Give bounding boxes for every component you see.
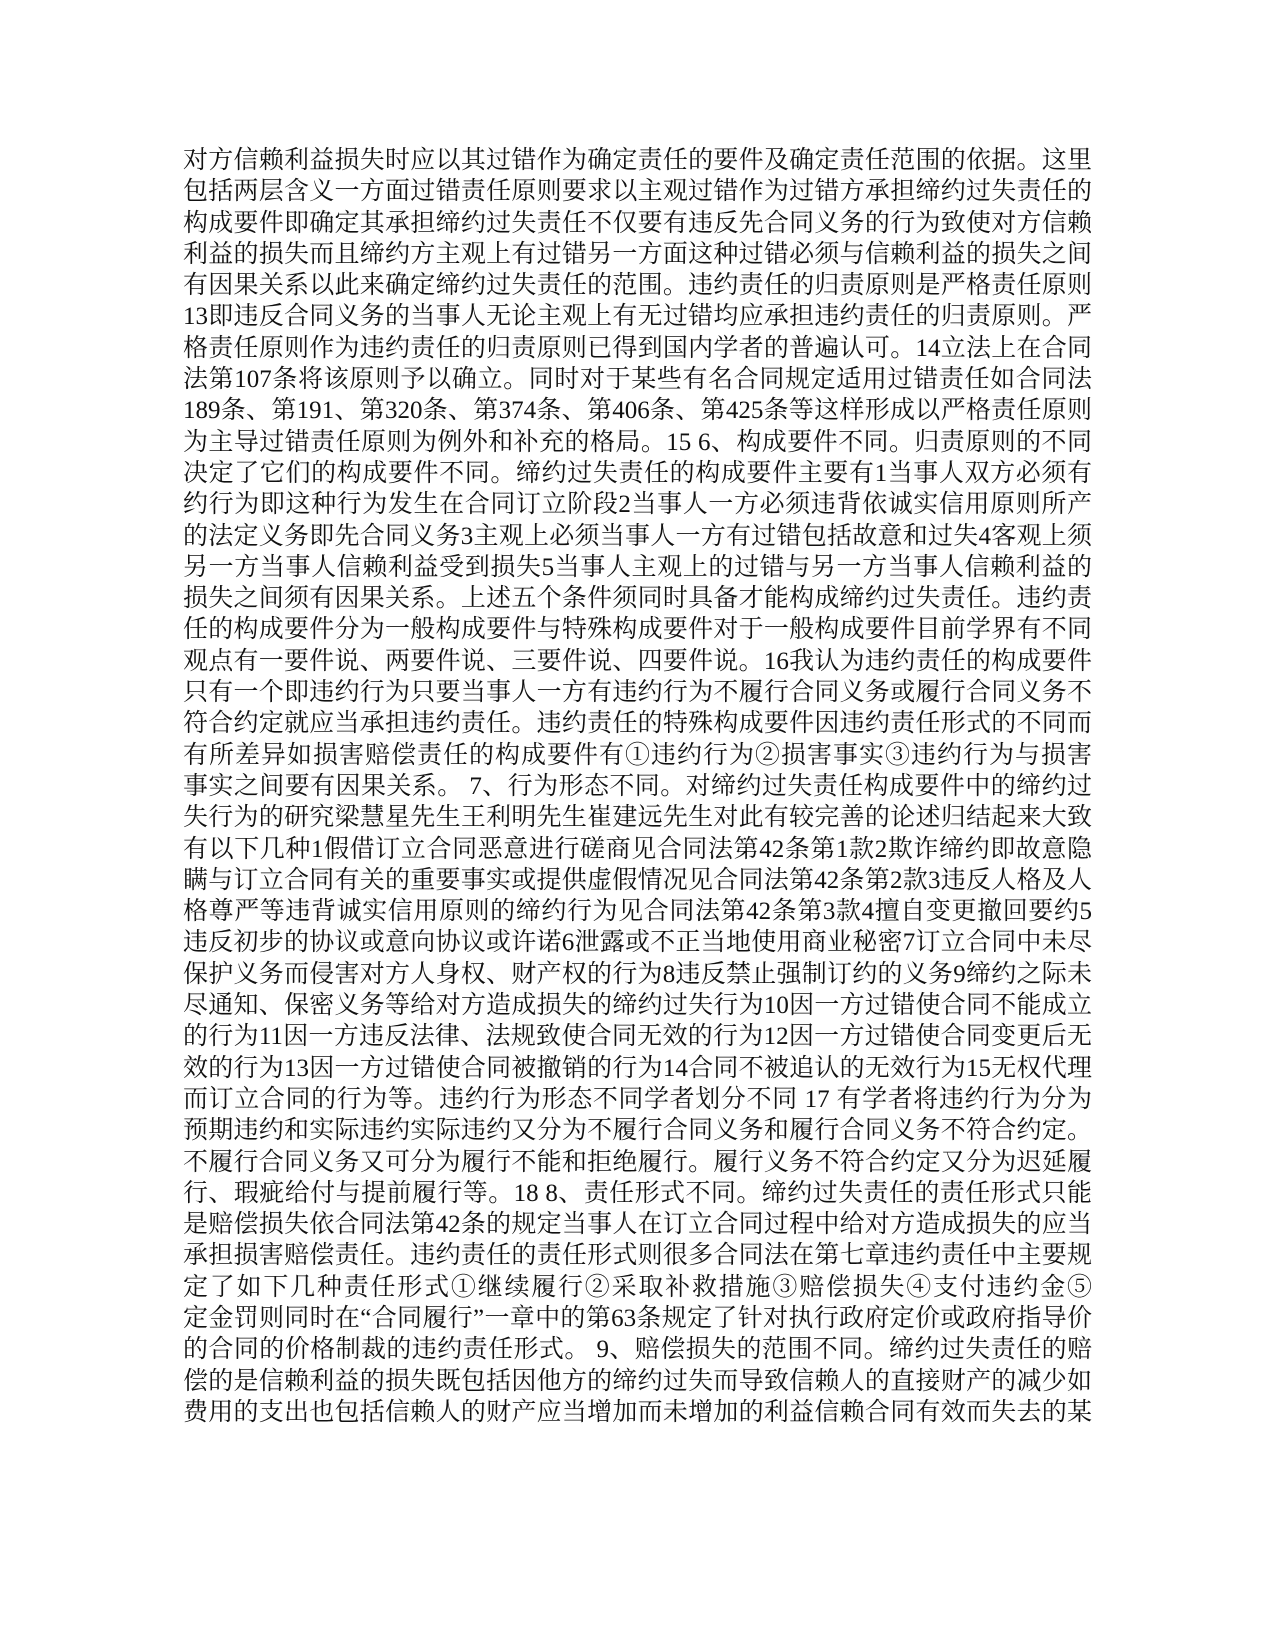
text-line: 效的行为13因一方过错使合同被撤销的行为14合同不被追认的无效行为15无权代理 xyxy=(183,1054,1092,1082)
text-line: 13即违反合同义务的当事人无论主观上有无过错均应承担违约责任的归责原则。严 xyxy=(183,303,1092,331)
text-line: 有所差异如损害赔偿责任的构成要件有①违约行为②损害事实③违约行为与损害 xyxy=(183,741,1092,769)
text-line: 是赔偿损失依合同法第42条的规定当事人在订立合同过程中给对方造成损失的应当 xyxy=(183,1211,1092,1239)
text-line: 观点有一要件说、两要件说、三要件说、四要件说。16我认为违约责任的构成要件 xyxy=(183,647,1092,675)
text-line: 的合同的价格制裁的违约责任形式。 9、赔偿损失的范围不同。缔约过失责任的赔 xyxy=(183,1336,1092,1364)
text-line: 另一方当事人信赖利益受到损失5当事人主观上的过错与另一方当事人信赖利益的 xyxy=(183,553,1092,581)
body-text xyxy=(183,145,1092,1428)
text-line: 失行为的研究梁慧星先生王利明先生崔建远先生对此有较完善的论述归结起来大致 xyxy=(183,804,1092,832)
text-line: 法第107条将该原则予以确立。同时对于某些有名合同规定适用过错责任如合同法 xyxy=(183,366,1092,394)
text-line: 任的构成要件分为一般构成要件与特殊构成要件对于一般构成要件目前学界有不同 xyxy=(183,616,1092,644)
text-line: 189条、第191、第320条、第374条、第406条、第425条等这样形成以严格责任原则 xyxy=(183,397,1092,425)
text-line: 不履行合同义务又可分为履行不能和拒绝履行。履行义务不符合约定又分为迟延履 xyxy=(183,1148,1092,1176)
text-line: 保护义务而侵害对方人身权、财产权的行为8违反禁止强制订约的义务9缔约之际未 xyxy=(183,960,1092,988)
text-line: 有以下几种1假借订立合同恶意进行磋商见合同法第42条第1款2欺诈缔约即故意隐 xyxy=(183,835,1092,863)
text-line: 而订立合同的行为等。违约行为形态不同学者划分不同 17 有学者将违约行为分为 xyxy=(183,1085,1092,1113)
text-line: 格责任原则作为违约责任的归责原则已得到国内学者的普遍认可。14立法上在合同 xyxy=(183,334,1092,362)
text-line: 决定了它们的构成要件不同。缔约过失责任的构成要件主要有1当事人双方必须有 xyxy=(183,459,1092,487)
text-line: 只有一个即违约行为只要当事人一方有违约行为不履行合同义务或履行合同义务不 xyxy=(183,679,1092,707)
text-line: 包括两层含义一方面过错责任原则要求以主观过错作为过错方承担缔约过失责任的 xyxy=(183,178,1092,206)
text-line: 承担损害赔偿责任。违约责任的责任形式则很多合同法在第七章违约责任中主要规 xyxy=(183,1242,1092,1270)
text-line: 为主导过错责任原则为例外和补充的格局。15 6、构成要件不同。归责原则的不同 xyxy=(183,428,1092,456)
text-line: 预期违约和实际违约实际违约又分为不履行合同义务和履行合同义务不符合约定。 xyxy=(183,1117,1092,1145)
text-line: 损失之间须有因果关系。上述五个条件须同时具备才能构成缔约过失责任。违约责 xyxy=(183,585,1092,613)
text-line: 的行为11因一方违反法律、法规致使合同无效的行为12因一方过错使合同变更后无 xyxy=(183,1023,1092,1051)
text-line: 瞒与订立合同有关的重要事实或提供虚假情况见合同法第42条第2款3违反人格及人 xyxy=(183,866,1092,894)
text-line: 行、瑕疵给付与提前履行等。18 8、责任形式不同。缔约过失责任的责任形式只能 xyxy=(183,1179,1092,1207)
text-line: 定了如下几种责任形式①继续履行②采取补救措施③赔偿损失④支付违约金⑤ xyxy=(183,1273,1092,1301)
text-line: 费用的支出也包括信赖人的财产应当增加而未增加的利益信赖合同有效而失去的某 xyxy=(183,1398,1092,1426)
text-line: 有因果关系以此来确定缔约过失责任的范围。违约责任的归责原则是严格责任原则 xyxy=(183,272,1092,300)
text-line: 符合约定就应当承担违约责任。违约责任的特殊构成要件因违约责任形式的不同而 xyxy=(183,710,1092,738)
text-line: 事实之间要有因果关系。 7、行为形态不同。对缔约过失责任构成要件中的缔约过 xyxy=(183,772,1092,800)
text-line: 的法定义务即先合同义务3主观上必须当事人一方有过错包括故意和过失4客观上须 xyxy=(183,522,1092,550)
text-line: 利益的损失而且缔约方主观上有过错另一方面这种过错必须与信赖利益的损失之间 xyxy=(183,240,1092,268)
text-line: 构成要件即确定其承担缔约过失责任不仅要有违反先合同义务的行为致使对方信赖 xyxy=(183,209,1092,237)
text-line: 格尊严等违背诚实信用原则的缔约行为见合同法第42条第3款4擅自变更撤回要约5 xyxy=(183,898,1092,926)
text-line: 尽通知、保密义务等给对方造成损失的缔约过失行为10因一方过错使合同不能成立 xyxy=(183,992,1092,1020)
text-line: 定金罚则同时在“合同履行”一章中的第63条规定了针对执行政府定价或政府指导价 xyxy=(183,1304,1092,1332)
text-line: 约行为即这种行为发生在合同订立阶段2当事人一方必须违背依诚实信用原则所产 xyxy=(183,491,1092,519)
text-line: 偿的是信赖利益的损失既包括因他方的缔约过失而导致信赖人的直接财产的减少如 xyxy=(183,1367,1092,1395)
text-line: 违反初步的协议或意向协议或许诺6泄露或不正当地使用商业秘密7订立合同中未尽 xyxy=(183,929,1092,957)
text-line: 对方信赖利益损失时应以其过错作为确定责任的要件及确定责任范围的依据。这里 xyxy=(183,147,1092,174)
